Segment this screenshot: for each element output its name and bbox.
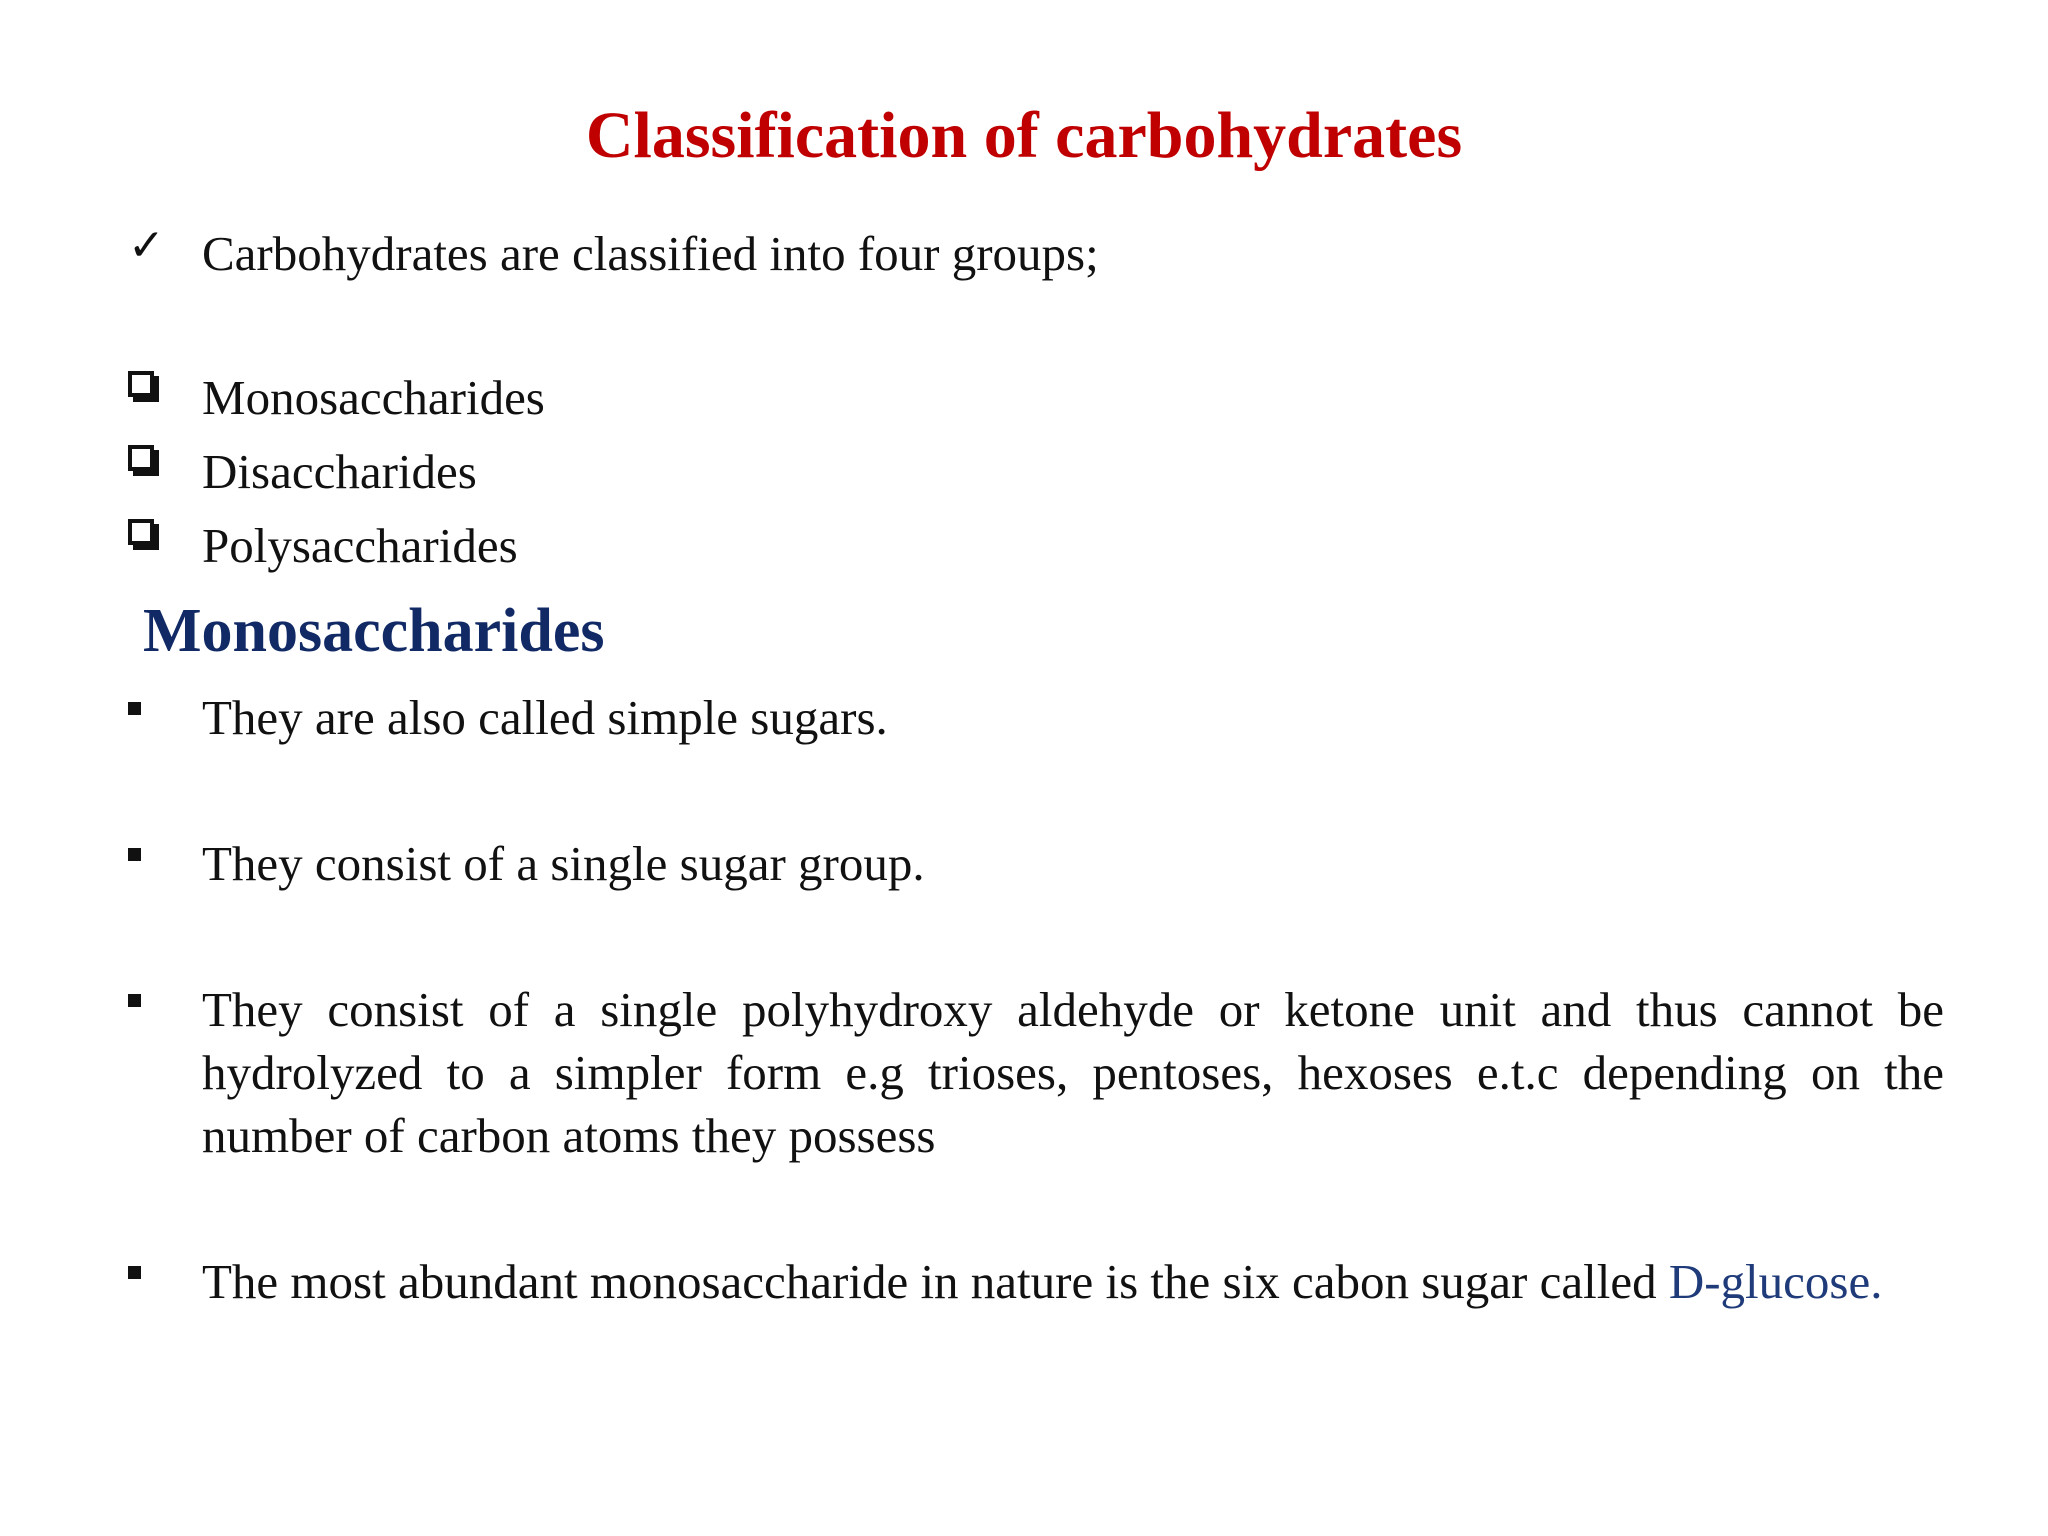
slide-title: Classification of carbohydrates [585,99,1463,172]
shadowed-box-icon [128,519,154,545]
section-heading: Monosaccharides [143,597,605,665]
shadowed-box-icon [128,371,154,397]
square-bullet-icon [128,994,141,1007]
shadowed-box-icon [128,445,154,471]
bullet-text: The most abundant monosaccharide in nature is the six cabon sugar called [202,1254,1669,1309]
bullet-text: They are also called simple sugars. [202,690,888,745]
group-label: Monosaccharides [202,370,545,425]
checkmark-icon: ✓ [128,220,165,271]
intro-text: Carbohydrates are classified into four groups; [202,226,1099,281]
square-bullet-icon [128,848,141,861]
square-bullet-icon [128,1266,141,1279]
bullet-paragraph: They consist of a single polyhydroxy aldehyde or ketone unit and thus cannot be hydrolyzed to a simpler form e.g trioses, pentoses, hexoses e.t.c depending on the number of carbon atoms they possess [202,982,1944,1163]
bullet-text: They consist of a single sugar group. [202,836,925,891]
bullet-paragraph [202,1250,1944,1313]
square-bullet-icon [128,702,141,715]
group-label: Disaccharides [202,444,477,499]
group-label: Polysaccharides [202,518,518,573]
highlight-term: D-glucose. [1668,1254,1883,1309]
